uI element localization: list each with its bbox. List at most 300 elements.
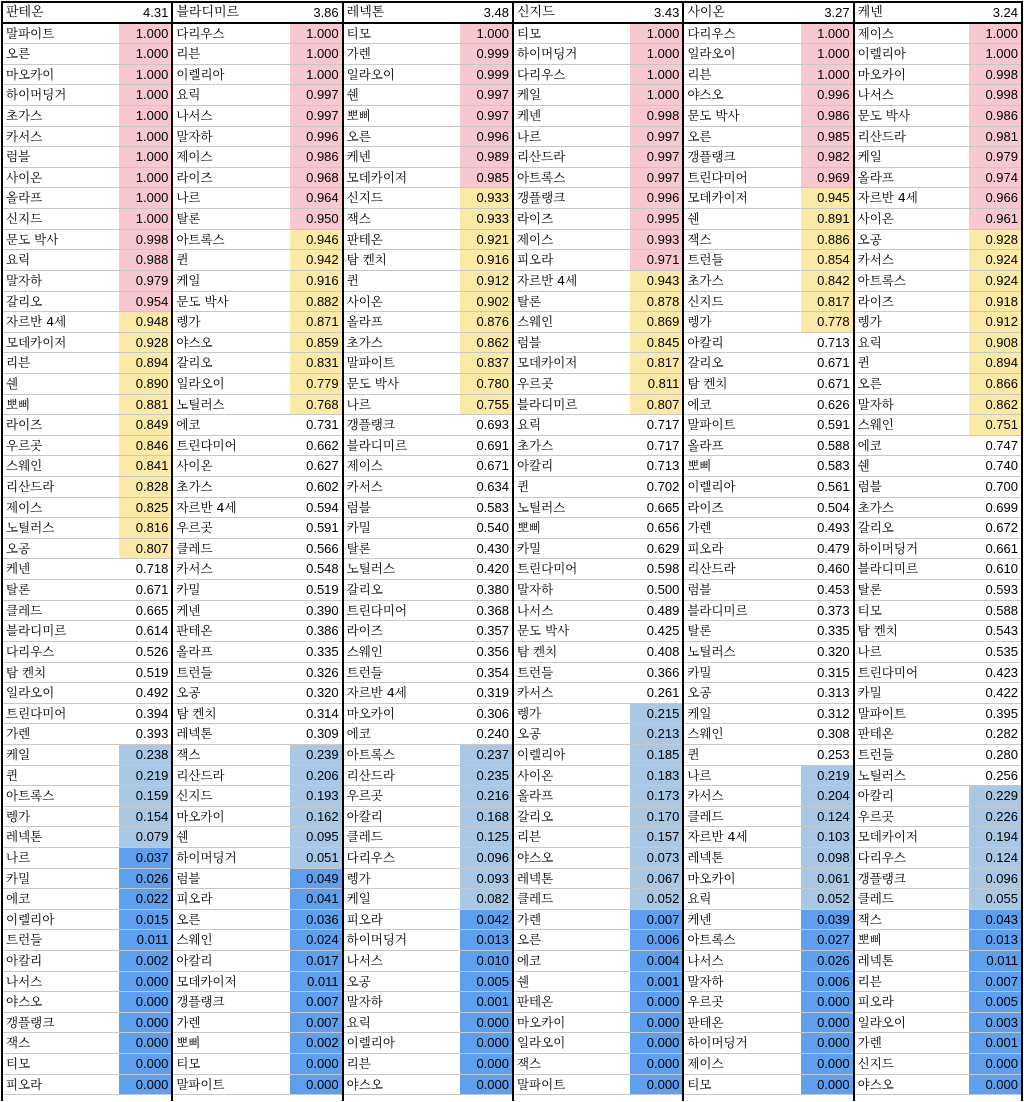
opponent-name: 레넥톤 [516, 870, 554, 886]
matchup-score: 0.124 [801, 807, 853, 827]
column-header [855, 3, 1021, 24]
opponent-name: 렝가 [176, 314, 201, 330]
matchup-score: 0.390 [290, 601, 342, 621]
matchup-score: 0.006 [801, 972, 853, 992]
opponent-name: 탐 켄치 [516, 643, 558, 659]
matchup-score: 0.000 [290, 1075, 342, 1095]
opponent-name: 클레드 [346, 829, 383, 845]
table-row [684, 621, 852, 642]
matchup-score: 0.393 [119, 724, 171, 744]
opponent-name: 아트록스 [687, 932, 736, 948]
opponent-name: 오른 [516, 932, 542, 948]
table-row [3, 106, 171, 127]
table-row [344, 580, 512, 601]
matchup-score: 0.173 [630, 786, 682, 806]
opponent-name: 뽀삐 [6, 396, 31, 412]
table-row [173, 559, 341, 580]
table-row [514, 518, 682, 539]
matchup-score: 0.588 [969, 601, 1021, 621]
opponent-name: 클레드 [6, 602, 43, 618]
opponent-name: 뽀삐 [346, 108, 371, 124]
table-row [684, 642, 852, 663]
table-row [173, 415, 341, 436]
table-row [173, 1013, 341, 1034]
opponent-name: 쉔 [516, 973, 530, 989]
table-row [344, 663, 512, 684]
opponent-name: 트린다미어 [6, 705, 67, 721]
opponent-name: 아트록스 [346, 746, 395, 762]
table-row [173, 65, 341, 86]
matchup-score: 0.037 [119, 848, 171, 868]
opponent-name: 하이머딩거 [6, 87, 67, 103]
opponent-name: 문도 박사 [687, 108, 740, 124]
opponent-name: 말파이트 [176, 1076, 225, 1092]
opponent-name: 아칼리 [176, 953, 213, 969]
table-row [684, 498, 852, 519]
opponent-name: 나서스 [516, 602, 554, 618]
matchup-score: 0.309 [290, 724, 342, 744]
matchup-score: 1.000 [119, 24, 171, 44]
opponent-name: 탈론 [516, 293, 542, 309]
matchup-score: 0.751 [969, 415, 1021, 435]
opponent-name: 사이온 [857, 211, 894, 227]
table-row [855, 456, 1021, 477]
matchup-score: 0.007 [290, 1013, 342, 1033]
opponent-name: 자르반 4세 [516, 272, 578, 288]
matchup-score: 0.335 [801, 621, 853, 641]
matchup-score: 0.183 [630, 766, 682, 786]
table-row [3, 972, 171, 993]
matchup-score: 1.000 [290, 24, 342, 44]
opponent-name: 티모 [857, 602, 882, 618]
matchup-score: 0.240 [460, 724, 512, 744]
table-row [173, 456, 341, 477]
matchup-score: 1.000 [290, 65, 342, 85]
opponent-name: 스웨인 [176, 932, 213, 948]
matchup-score: 0.003 [969, 1013, 1021, 1033]
table-row [514, 230, 682, 251]
champion-name: 블라디미르 [176, 5, 240, 20]
table-row [3, 456, 171, 477]
opponent-name: 피오라 [176, 891, 213, 907]
opponent-name: 트런들 [176, 664, 213, 680]
opponent-name: 피오라 [346, 911, 383, 927]
table-row [173, 312, 341, 333]
matchup-score: 0.007 [630, 910, 682, 930]
opponent-name: 렝가 [857, 314, 882, 330]
opponent-name: 자르반 4세 [346, 685, 407, 701]
opponent-name: 야스오 [687, 87, 724, 103]
opponent-name: 하이머딩거 [176, 849, 237, 865]
matchup-score: 0.479 [801, 539, 853, 559]
opponent-name: 노틸러스 [346, 561, 395, 577]
opponent-name: 에코 [516, 953, 542, 969]
matchup-score: 0.043 [969, 910, 1021, 930]
matchup-score: 0.691 [460, 436, 512, 456]
matchup-score: 0.878 [630, 292, 682, 312]
table-row [684, 786, 852, 807]
table-row [173, 353, 341, 374]
table-row [684, 559, 852, 580]
matchup-score: 0.566 [290, 539, 342, 559]
table-row [855, 1013, 1021, 1034]
opponent-name: 초가스 [687, 272, 724, 288]
champion-column [514, 3, 684, 1101]
opponent-name: 하이머딩거 [346, 932, 408, 948]
opponent-name: 초가스 [857, 499, 894, 515]
matchup-score: 1.000 [801, 65, 853, 85]
opponent-name: 잭스 [857, 911, 882, 927]
matchup-score: 0.859 [290, 333, 342, 353]
opponent-name: 자르반 4세 [687, 829, 748, 845]
column-header [684, 3, 852, 24]
champion-column [344, 3, 514, 1101]
opponent-name: 쉔 [687, 211, 700, 227]
opponent-name: 리븐 [176, 46, 201, 62]
table-row [684, 663, 852, 684]
matchup-score: 0.869 [630, 312, 682, 332]
opponent-name: 퀸 [687, 746, 700, 762]
opponent-name: 다리우스 [6, 643, 55, 659]
opponent-name: 리산드라 [516, 149, 566, 165]
matchup-score: 0.000 [460, 1075, 512, 1095]
opponent-name: 말파이트 [857, 705, 906, 721]
opponent-name: 스웨인 [516, 314, 554, 330]
matchup-score: 1.000 [119, 188, 171, 208]
table-row [684, 910, 852, 931]
matchup-score: 0.583 [801, 456, 853, 476]
opponent-name: 퀸 [516, 479, 530, 495]
opponent-name: 신지드 [6, 211, 43, 227]
table-row [684, 271, 852, 292]
matchup-score: 1.000 [119, 147, 171, 167]
table-row [684, 65, 852, 86]
opponent-name: 뽀삐 [687, 458, 712, 474]
matchup-score: 0.602 [290, 477, 342, 497]
table-row [855, 766, 1021, 787]
matchup-score: 0.591 [801, 415, 853, 435]
opponent-name: 이렐리아 [687, 479, 736, 495]
table-row [684, 848, 852, 869]
matchup-score: 0.000 [460, 1033, 512, 1053]
opponent-name: 레넥톤 [176, 726, 213, 742]
matchup-score: 0.981 [969, 127, 1021, 147]
table-row [684, 766, 852, 787]
table-row [173, 601, 341, 622]
opponent-name: 아칼리 [6, 953, 43, 969]
opponent-name: 사이온 [346, 293, 383, 309]
matchup-score: 0.000 [801, 992, 853, 1012]
table-row [514, 724, 682, 745]
opponent-name: 탈론 [6, 582, 31, 598]
matchup-score: 0.933 [460, 209, 512, 229]
matchup-score: 1.000 [969, 24, 1021, 44]
table-row [514, 85, 682, 106]
table-row [3, 65, 171, 86]
opponent-name: 제이스 [687, 1056, 724, 1072]
matchup-score: 0.997 [460, 85, 512, 105]
matchup-score: 0.194 [969, 827, 1021, 847]
opponent-name: 자르반 4세 [857, 190, 918, 206]
opponent-name: 클레드 [857, 891, 894, 907]
opponent-name: 판테온 [687, 1014, 724, 1030]
matchup-score: 0.000 [801, 1075, 853, 1095]
opponent-name: 초가스 [516, 437, 554, 453]
table-row [514, 745, 682, 766]
opponent-name: 제이스 [6, 499, 43, 515]
matchup-score: 1.000 [460, 24, 512, 44]
table-row [173, 745, 341, 766]
matchup-score: 0.998 [119, 230, 171, 250]
matchup-score: 0.000 [119, 1075, 171, 1095]
opponent-name: 트린다미어 [687, 169, 748, 185]
matchup-score: 0.817 [630, 353, 682, 373]
opponent-name: 나서스 [687, 953, 724, 969]
opponent-name: 신지드 [176, 788, 213, 804]
table-row [684, 724, 852, 745]
opponent-name: 말파이트 [687, 417, 736, 433]
table-row [684, 395, 852, 416]
table-row [855, 374, 1021, 395]
column-header [173, 3, 341, 24]
opponent-name: 말자하 [346, 994, 383, 1010]
matchup-score: 0.846 [119, 436, 171, 456]
opponent-name: 트린다미어 [176, 437, 237, 453]
matchup-score: 0.964 [290, 188, 342, 208]
table-row [344, 992, 512, 1013]
matchup-score: 0.717 [630, 415, 682, 435]
matchup-score: 1.000 [119, 209, 171, 229]
table-row [3, 147, 171, 168]
opponent-name: 라이즈 [516, 211, 554, 227]
opponent-name: 아칼리 [516, 458, 554, 474]
matchup-score: 0.968 [290, 168, 342, 188]
opponent-name: 트런들 [687, 252, 724, 268]
matchup-score: 1.000 [119, 65, 171, 85]
table-row [173, 930, 341, 951]
opponent-name: 우르곳 [687, 994, 724, 1010]
matchup-score: 0.881 [119, 395, 171, 415]
matchup-score: 0.000 [119, 1013, 171, 1033]
table-row [514, 1013, 682, 1034]
matchup-score: 0.005 [969, 992, 1021, 1012]
opponent-name: 오공 [516, 726, 542, 742]
matchup-score: 0.999 [460, 44, 512, 64]
table-row [855, 250, 1021, 271]
table-row [344, 889, 512, 910]
opponent-name: 다리우스 [516, 66, 566, 82]
table-row [3, 230, 171, 251]
matchup-score: 0.713 [801, 333, 853, 353]
opponent-name: 하이머딩거 [687, 1035, 748, 1051]
table-row [3, 745, 171, 766]
matchup-score: 0.026 [801, 951, 853, 971]
matchup-score: 0.998 [630, 106, 682, 126]
opponent-name: 럼블 [687, 582, 712, 598]
opponent-name: 스웨인 [6, 458, 43, 474]
table-row [514, 972, 682, 993]
opponent-name: 스웨인 [687, 726, 724, 742]
table-row [855, 683, 1021, 704]
matchup-score: 0.961 [969, 209, 1021, 229]
opponent-name: 뽀삐 [516, 520, 542, 536]
opponent-name: 가렌 [6, 726, 31, 742]
matchup-score: 0.000 [460, 1054, 512, 1074]
opponent-name: 아칼리 [857, 788, 894, 804]
opponent-name: 나서스 [857, 87, 894, 103]
opponent-name: 리븐 [516, 829, 542, 845]
matchup-score: 0.656 [630, 518, 682, 538]
table-row [514, 807, 682, 828]
opponent-name: 티모 [687, 1076, 712, 1092]
matchup-score: 0.041 [290, 889, 342, 909]
table-row [684, 168, 852, 189]
matchup-score: 0.876 [460, 312, 512, 332]
table-row [684, 436, 852, 457]
total-score: 3.43 [654, 5, 680, 20]
matchup-score: 0.000 [460, 1013, 512, 1033]
opponent-name: 잭스 [176, 746, 201, 762]
table-row [684, 188, 852, 209]
column-header [3, 3, 171, 24]
table-row [684, 477, 852, 498]
table-row [855, 951, 1021, 972]
matchup-score: 0.011 [969, 951, 1021, 971]
opponent-name: 뽀삐 [176, 1035, 201, 1051]
opponent-name: 블라디미르 [516, 396, 578, 412]
table-row [3, 1054, 171, 1075]
matchup-score: 0.000 [630, 1013, 682, 1033]
table-row [344, 518, 512, 539]
table-row [173, 436, 341, 457]
matchup-score: 0.982 [801, 147, 853, 167]
matchup-score: 0.891 [801, 209, 853, 229]
matchup-score: 0.055 [969, 889, 1021, 909]
matchup-score: 0.042 [460, 910, 512, 930]
table-row [173, 827, 341, 848]
opponent-name: 탈론 [687, 623, 712, 639]
opponent-name: 이렐리아 [516, 746, 566, 762]
opponent-name: 요릭 [6, 252, 31, 268]
opponent-name: 일라오이 [6, 685, 55, 701]
opponent-name: 일라오이 [687, 46, 736, 62]
column-header [514, 3, 682, 24]
matchup-score: 0.831 [290, 353, 342, 373]
table-row [173, 395, 341, 416]
table-row [684, 127, 852, 148]
opponent-name: 말자하 [6, 272, 43, 288]
table-row [855, 1033, 1021, 1054]
matchup-score: 1.000 [630, 65, 682, 85]
opponent-name: 일라오이 [176, 375, 225, 391]
table-row [855, 147, 1021, 168]
opponent-name: 럼블 [176, 870, 201, 886]
table-row [855, 312, 1021, 333]
matchup-score: 0.548 [290, 559, 342, 579]
matchup-score: 0.871 [290, 312, 342, 332]
opponent-name: 리산드라 [176, 767, 225, 783]
matchup-score: 0.807 [119, 539, 171, 559]
matchup-score: 0.000 [119, 1054, 171, 1074]
table-row [344, 85, 512, 106]
opponent-name: 클레드 [687, 808, 724, 824]
matchup-score: 0.082 [460, 889, 512, 909]
table-row [173, 807, 341, 828]
table-row [344, 436, 512, 457]
opponent-name: 에코 [346, 726, 371, 742]
table-row [173, 292, 341, 313]
matchup-score: 0.928 [119, 333, 171, 353]
matchup-score: 0.661 [969, 539, 1021, 559]
opponent-name: 갱플랭크 [6, 1014, 55, 1030]
table-row [684, 85, 852, 106]
matchup-score: 0.256 [969, 766, 1021, 786]
table-row [684, 1033, 852, 1054]
opponent-name: 탈론 [176, 211, 201, 227]
table-row [344, 930, 512, 951]
opponent-name: 말자하 [176, 128, 213, 144]
table-row [344, 827, 512, 848]
opponent-name: 판테온 [346, 231, 383, 247]
opponent-name: 티모 [176, 1056, 201, 1072]
champion-column [173, 3, 343, 1101]
table-row [3, 518, 171, 539]
opponent-name: 블라디미르 [687, 602, 748, 618]
table-row [684, 869, 852, 890]
matchup-score: 0.943 [630, 271, 682, 291]
opponent-name: 문도 박사 [516, 623, 570, 639]
opponent-name: 잭스 [6, 1035, 31, 1051]
table-row [344, 848, 512, 869]
matchup-score: 0.001 [969, 1033, 1021, 1053]
matchup-score: 0.996 [460, 127, 512, 147]
matchup-score: 0.335 [290, 642, 342, 662]
matchup-score: 0.954 [119, 292, 171, 312]
opponent-name: 이렐리아 [346, 1035, 395, 1051]
matchup-score: 0.997 [630, 127, 682, 147]
table-row [514, 106, 682, 127]
matchup-score: 0.979 [119, 271, 171, 291]
matchup-score: 0.768 [290, 395, 342, 415]
opponent-name: 올라프 [857, 169, 894, 185]
table-row [173, 642, 341, 663]
table-row [173, 271, 341, 292]
matchup-score: 0.368 [460, 601, 512, 621]
matchup-score: 0.665 [630, 498, 682, 518]
table-row [684, 745, 852, 766]
matchup-score: 0.319 [460, 683, 512, 703]
matchup-score: 0.908 [969, 333, 1021, 353]
matchup-score: 0.780 [460, 374, 512, 394]
opponent-name: 럼블 [346, 499, 371, 515]
opponent-name: 말파이트 [346, 355, 395, 371]
matchup-score: 1.000 [969, 44, 1021, 64]
opponent-name: 잭스 [687, 231, 712, 247]
table-row [3, 642, 171, 663]
opponent-name: 신지드 [346, 190, 383, 206]
opponent-name: 말자하 [857, 396, 894, 412]
matchup-score: 0.489 [630, 601, 682, 621]
table-row [855, 65, 1021, 86]
matchup-score: 0.380 [460, 580, 512, 600]
opponent-name: 트런들 [346, 664, 383, 680]
opponent-name: 초가스 [346, 334, 383, 350]
table-row [344, 1054, 512, 1075]
table-row [855, 477, 1021, 498]
opponent-name: 우르곳 [6, 437, 43, 453]
opponent-name: 라이즈 [687, 499, 724, 515]
matchup-score: 0.356 [460, 642, 512, 662]
